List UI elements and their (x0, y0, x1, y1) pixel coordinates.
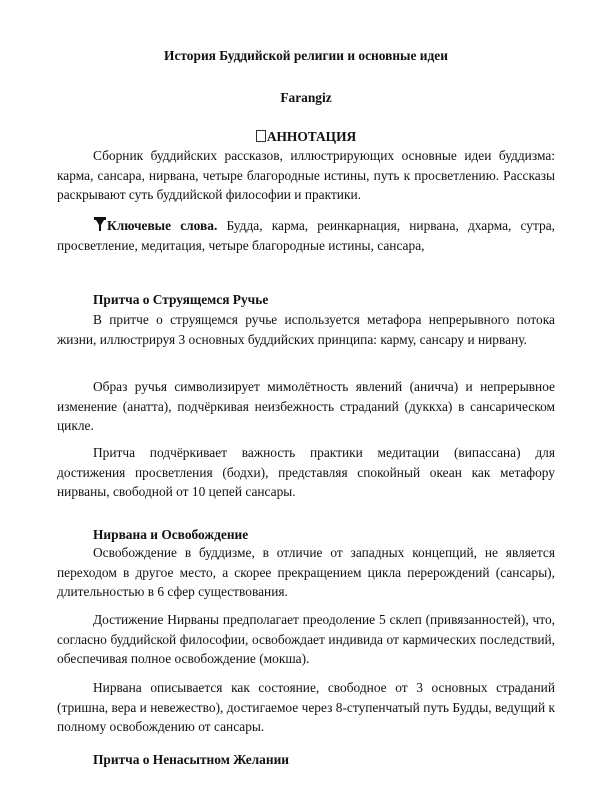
section-heading-stream: Притча о Струящемся Ручье (93, 292, 269, 307)
annotation-text: Сборник буддийских рассказов, иллюстрирующих основные идеи буддизма: карма, сансара, нирвана, четыре благородные истины, путь к просветлению. Рассказы раскрывают суть буддийской философии и практики. (57, 148, 555, 202)
section1-paragraph-3: Притча подчёркивает важность практики медитации (випассана) для достижения просветления (бодхи), представляя спокойный океан как метафору нирваны, свободной от 10 цепей сансары. (57, 445, 555, 499)
section1-paragraph-1: В притче о струящемся ручье используется метафора непрерывного потока жизни, иллюстрируя 3 основных буддийских принципа: карму, сансару и нирвану. (57, 312, 555, 347)
document-title: История Буддийской религии и основные идеи (164, 48, 448, 63)
section-heading-desire: Притча о Ненасытном Желании (93, 752, 290, 767)
section1-paragraph-2: Образ ручья символизирует мимолётность явлений (аничча) и непрерывное изменение (анатта), подчёркивая неизбежность страданий (дуккха) в сансарическом цикле. (57, 379, 555, 433)
author-name: Farangiz (280, 90, 332, 105)
section2-paragraph-2: Достижение Нирваны предполагает преодоление 5 склеп (привязанностей), что, согласно буддийской философии, освобождает индивида от кармических последствий, обеспечивая полное освобождение (мокша). (57, 612, 555, 666)
section-heading-nirvana: Нирвана и Освобождение (93, 527, 249, 542)
keyword-marker-icon (93, 216, 107, 232)
keywords-paragraph (57, 216, 555, 255)
keywords-text: Будда, карма, реинкарнация, нирвана, дхарма, сутра, просветление, медитация, четыре благородные истины, сансара, (57, 218, 556, 253)
annotation-heading (57, 127, 555, 147)
missing-glyph-icon (256, 130, 266, 142)
section2-paragraph-3: Нирвана описывается как состояние, свободное от 3 основных страданий (тришна, вера и невежество), достигаемое через 8-ступенчатый путь Будды, ведущий к полному освобождению от сансары. (57, 680, 555, 734)
section2-paragraph-1: Освобождение в буддизме, в отличие от западных концепций, не является переходом в другое место, а скорее прекращением цикла перерождений (сансары), длительностью в 6 сфер существования. (57, 545, 555, 599)
annotation-heading-text: АННОТАЦИЯ (266, 129, 357, 144)
keywords-label: Ключевые слова. (107, 218, 218, 233)
